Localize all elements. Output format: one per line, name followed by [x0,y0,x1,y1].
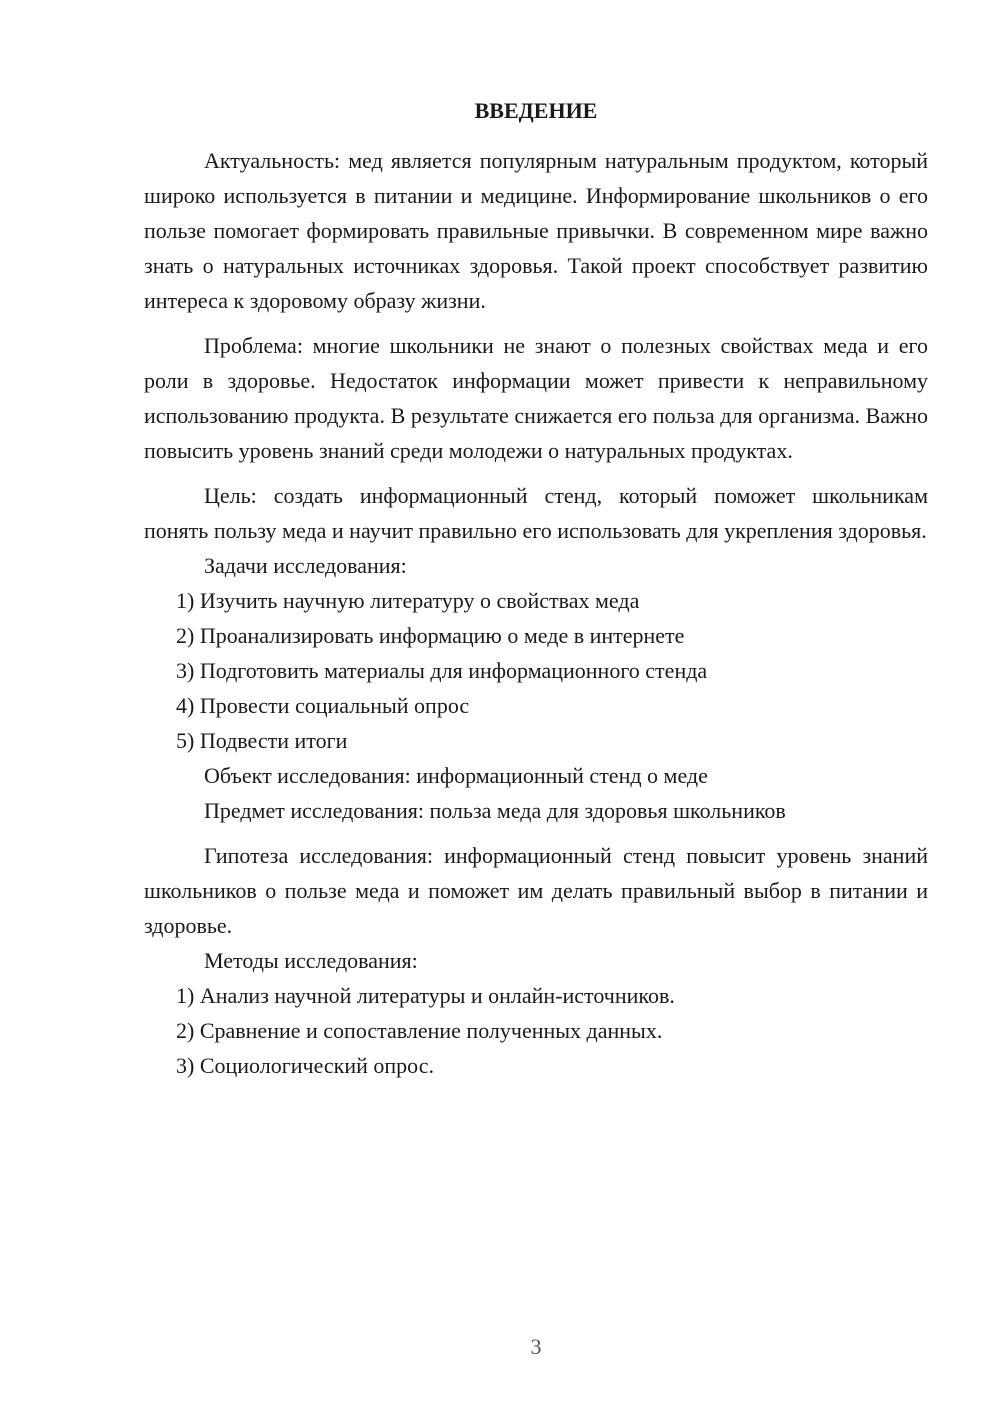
methods-list [144,978,928,1083]
tasks-list [144,583,928,758]
method-item: 1) Анализ научной литературы и онлайн-источников. [176,983,675,1008]
task-item: 1) Изучить научную литературу о свойствах меда [176,588,640,613]
object-line: Объект исследования: информационный стенд о меде [204,763,708,788]
problem-paragraph: Проблема: многие школьники не знают о полезных свойствах меда и его роли в здоровье. Недостаток информации может привести к неправильному использованию продукта. В результате снижается его польза для организма. Важно повысить уровень знаний среди молодежи о натуральных продуктах. [144,333,928,463]
task-item: 5) Подвести итоги [176,728,348,753]
page-heading: ВВЕДЕНИЕ [474,98,598,123]
task-item: 2) Проанализировать информацию о меде в интернете [176,623,685,648]
goal-paragraph: Цель: создать информационный стенд, который поможет школьникам понять пользу меда и научит правильно его использовать для укрепления здоровья. [144,483,928,543]
method-item: 2) Сравнение и сопоставление полученных данных. [176,1018,663,1043]
body-text [144,143,928,1083]
methods-title: Методы исследования: [204,948,418,973]
method-item: 3) Социологический опрос. [176,1053,434,1078]
subject-line: Предмет исследования: польза меда для здоровья школьников [204,798,786,823]
tasks-title: Задачи исследования: [204,553,407,578]
task-item: 4) Провести социальный опрос [176,693,470,718]
page-number: 3 [530,1334,542,1359]
relevance-paragraph: Актуальность: мед является популярным натуральным продуктом, который широко используется в питании и медицине. Информирование школьников о его пользе помогает формировать правильные привычки. В современном мире важно знать о натуральных источниках здоровья. Такой проект способствует развитию интереса к здоровому образу жизни. [144,148,928,313]
hypothesis-paragraph: Гипотеза исследования: информационный стенд повысит уровень знаний школьников о пользе меда и поможет им делать правильный выбор в питании и здоровье. [144,843,928,938]
task-item: 3) Подготовить материалы для информационного стенда [176,658,708,683]
